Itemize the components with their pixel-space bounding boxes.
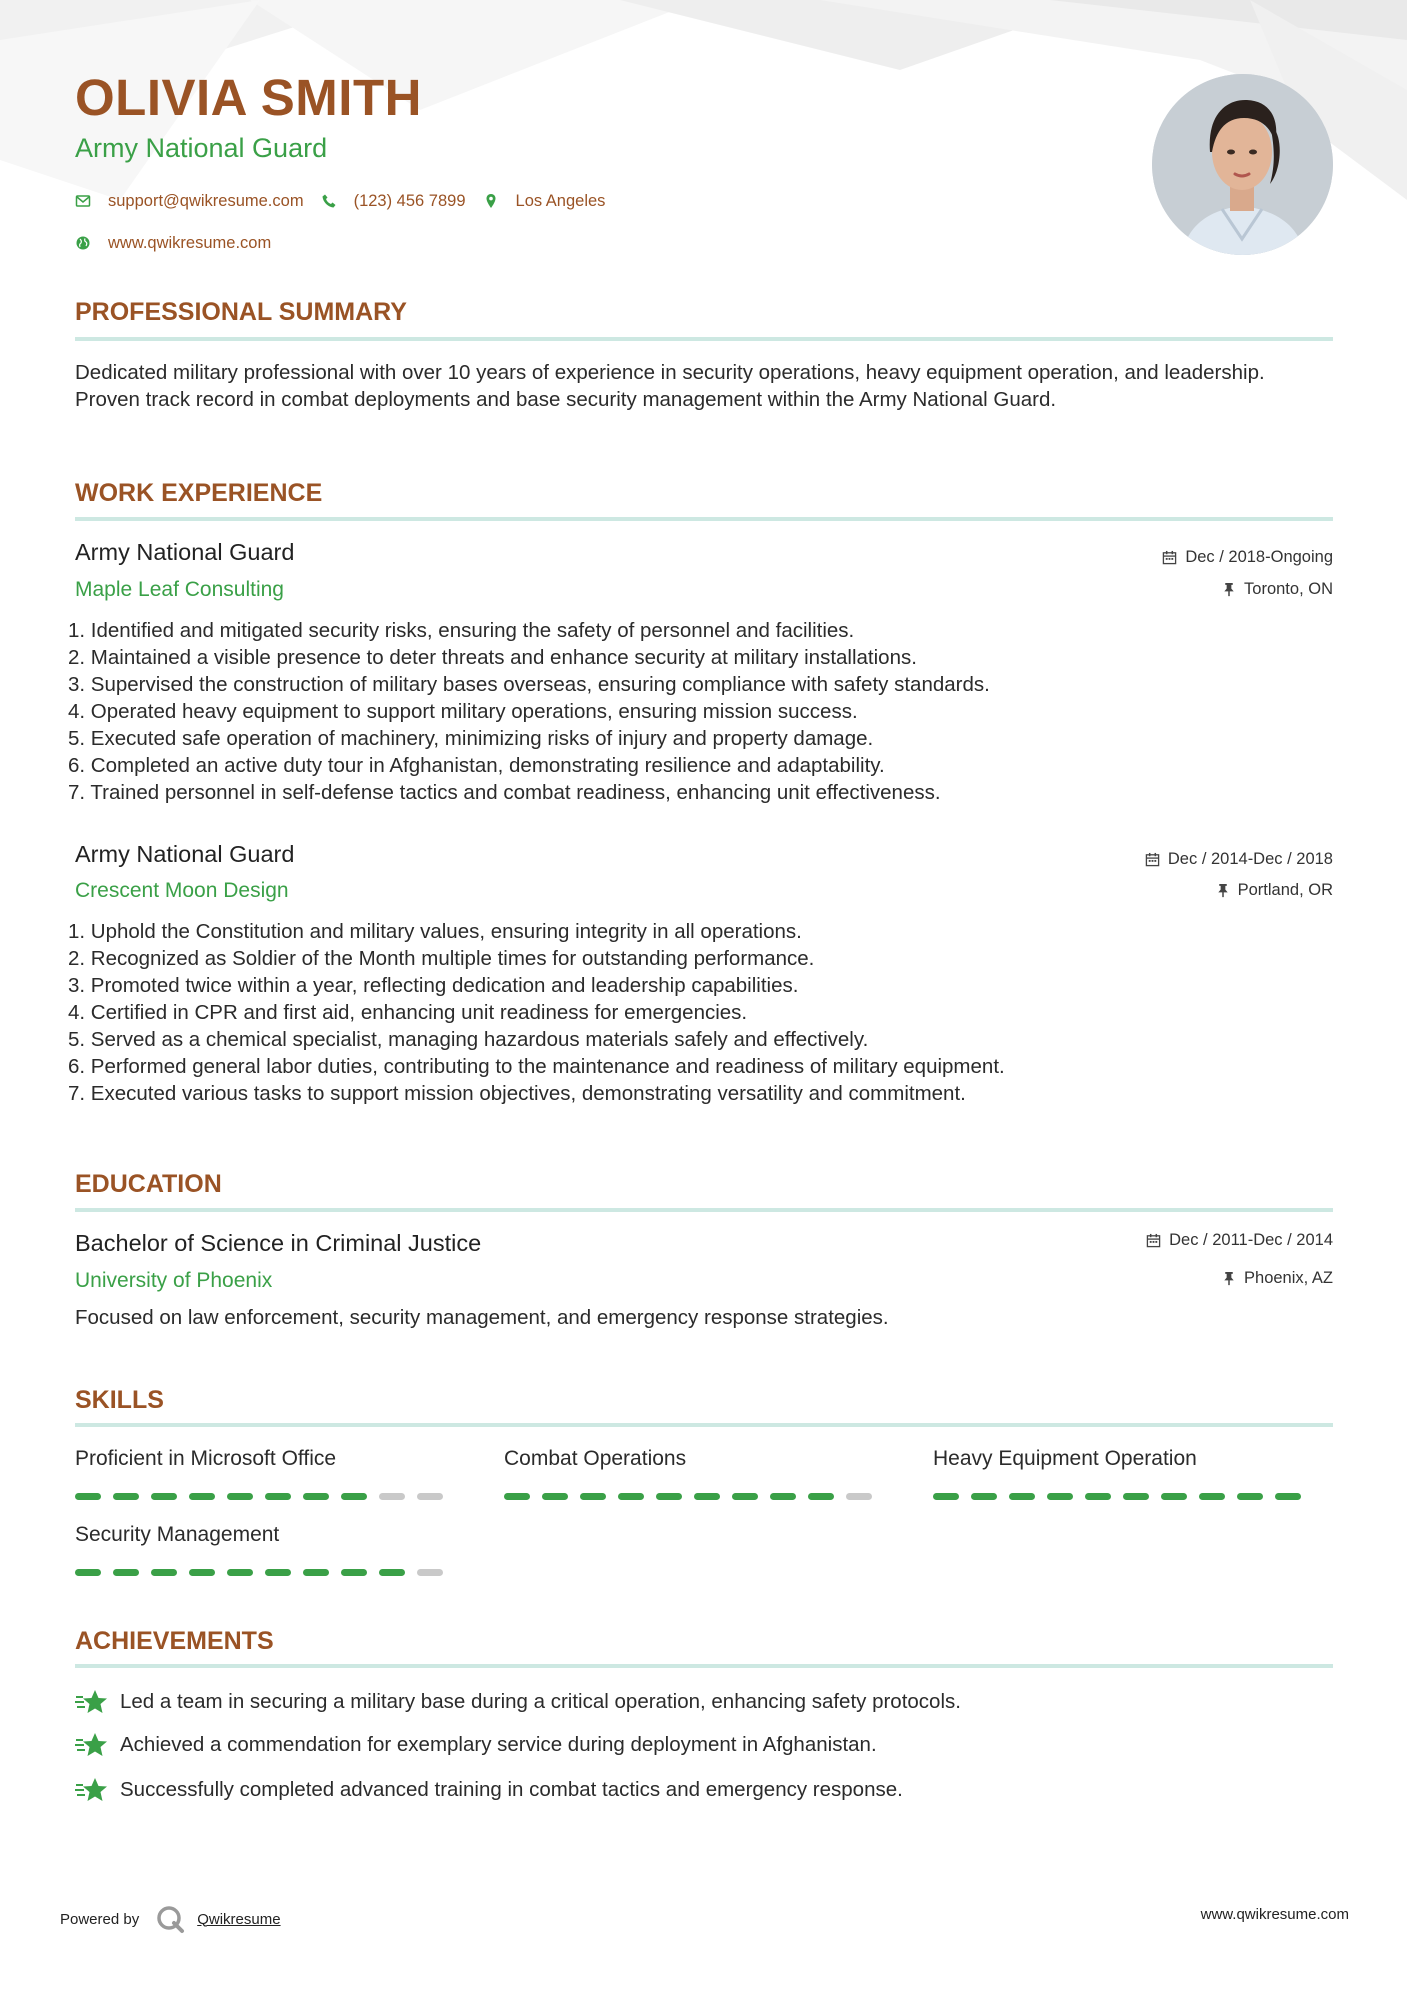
skill-segment-filled: [341, 1569, 367, 1576]
skill-segment-filled: [379, 1569, 405, 1576]
job-title: Army National Guard: [75, 539, 295, 565]
list-item: 4. Operated heavy equipment to support military operations, ensuring mission success.: [68, 700, 858, 723]
skill-segment-filled: [694, 1493, 720, 1500]
job-dates: [1145, 851, 1333, 868]
list-item: 5. Executed safe operation of machinery, minimizing risks of injury and property damage.: [68, 727, 874, 750]
skill-level-bar: [75, 1569, 455, 1576]
footer-powered-by: [60, 1904, 281, 1934]
skill-segment-filled: [189, 1493, 215, 1500]
skill-segment-filled: [75, 1569, 101, 1576]
footer-website[interactable]: www.qwikresume.com: [1200, 1906, 1349, 1923]
star-award-icon: [75, 1731, 108, 1759]
job-duties-list: [68, 918, 1338, 1107]
skill-segment-filled: [1085, 1493, 1111, 1500]
education-location-text: Phoenix, AZ: [1244, 1269, 1333, 1287]
skill-segment-filled: [770, 1493, 796, 1500]
skill-segment-filled: [227, 1493, 253, 1500]
skill-segment-filled: [1199, 1493, 1225, 1500]
job-duties-list: [68, 617, 1338, 806]
globe-icon: [75, 235, 91, 251]
skill-segment-filled: [971, 1493, 997, 1500]
skill-segment-filled: [113, 1493, 139, 1500]
skill-name: Heavy Equipment Operation: [933, 1447, 1197, 1470]
skill-item: [75, 1448, 455, 1500]
map-pin-icon: [483, 193, 499, 209]
list-item: 3. Supervised the construction of military bases overseas, ensuring compliance with safety standards.: [68, 673, 990, 696]
pushpin-icon: [1222, 1271, 1236, 1286]
skill-segment-filled: [113, 1569, 139, 1576]
job-location: [1222, 581, 1333, 598]
achievement-item: [75, 1731, 877, 1759]
list-item: 1. Uphold the Constitution and military values, ensuring integrity in all operations.: [68, 920, 802, 943]
skill-segment-empty: [417, 1493, 443, 1500]
skill-segment-filled: [933, 1493, 959, 1500]
skill-segment-filled: [732, 1493, 758, 1500]
skill-segment-filled: [618, 1493, 644, 1500]
education-location: [1222, 1270, 1333, 1287]
work-heading: WORK EXPERIENCE: [75, 479, 323, 507]
list-item: 7. Trained personnel in self-defense tactics and combat readiness, enhancing unit effectiveness.: [68, 781, 941, 804]
skill-segment-filled: [189, 1569, 215, 1576]
list-item: 2. Maintained a visible presence to deter threats and enhance security at military installations.: [68, 646, 917, 669]
summary-text: Dedicated military professional with over 10 years of experience in security operations, heavy equipment operation, and leadership. Proven track record in combat deployments and base security management within the Army National Guard.: [75, 361, 1265, 411]
qwikresume-link[interactable]: Qwikresume: [197, 1910, 281, 1928]
list-item: 3. Promoted twice within a year, reflecting dedication and leadership capabilities.: [68, 974, 799, 997]
list-item: 6. Performed general labor duties, contributing to the maintenance and readiness of military equipment.: [68, 1055, 1005, 1078]
list-item: 6. Completed an active duty tour in Afghanistan, demonstrating resilience and adaptability.: [68, 754, 885, 777]
skill-name: Proficient in Microsoft Office: [75, 1447, 337, 1470]
skill-name: Security Management: [75, 1523, 280, 1546]
achievement-text: Successfully completed advanced training in combat tactics and emergency response.: [120, 1778, 903, 1801]
contact-row: [75, 190, 1075, 212]
education-dates: [1146, 1232, 1333, 1249]
achievement-item: [75, 1688, 961, 1716]
skill-segment-filled: [580, 1493, 606, 1500]
list-item: 7. Executed various tasks to support mission objectives, demonstrating versatility and commitment.: [68, 1082, 966, 1105]
skill-segment-filled: [1275, 1493, 1301, 1500]
skill-segment-filled: [151, 1569, 177, 1576]
star-award-icon: [75, 1776, 108, 1804]
work-divider: [75, 517, 1333, 521]
job-dates-text: Dec / 2018-Ongoing: [1185, 548, 1333, 566]
skill-item: [75, 1524, 455, 1576]
job-title: Army National Guard: [75, 841, 295, 867]
job-company: Crescent Moon Design: [75, 879, 289, 902]
resume-header: [75, 69, 1075, 254]
website-text: www.qwikresume.com: [108, 233, 272, 252]
list-item: 1. Identified and mitigated security risks, ensuring the safety of personnel and facilities.: [68, 619, 855, 642]
skill-name: Combat Operations: [504, 1447, 687, 1470]
skill-segment-filled: [808, 1493, 834, 1500]
qwikresume-logo-icon: [155, 1904, 185, 1934]
degree-title: Bachelor of Science in Criminal Justice: [75, 1230, 482, 1256]
contact-website[interactable]: [75, 234, 271, 253]
skill-segment-filled: [542, 1493, 568, 1500]
pushpin-icon: [1222, 582, 1236, 597]
skill-segment-empty: [846, 1493, 872, 1500]
skill-segment-filled: [265, 1569, 291, 1576]
skill-level-bar: [75, 1493, 455, 1500]
achievements-heading: ACHIEVEMENTS: [75, 1627, 274, 1655]
skill-segment-filled: [75, 1493, 101, 1500]
school-name: University of Phoenix: [75, 1269, 273, 1292]
calendar-icon: [1162, 550, 1177, 565]
skill-segment-filled: [227, 1569, 253, 1576]
skill-segment-filled: [1161, 1493, 1187, 1500]
skill-segment-empty: [379, 1493, 405, 1500]
achievements-divider: [75, 1664, 1333, 1668]
achievement-text: Achieved a commendation for exemplary service during deployment in Afghanistan.: [120, 1733, 877, 1756]
skills-heading: SKILLS: [75, 1386, 164, 1414]
job-dates-text: Dec / 2014-Dec / 2018: [1167, 850, 1333, 868]
list-item: 2. Recognized as Soldier of the Month multiple times for outstanding performance.: [68, 947, 815, 970]
candidate-name: OLIVIA SMITH: [75, 69, 422, 126]
skill-segment-filled: [151, 1493, 177, 1500]
job-dates: [1162, 549, 1333, 566]
profile-photo-illustration: [1152, 74, 1333, 255]
job-company: Maple Leaf Consulting: [75, 578, 284, 601]
profile-photo: [1152, 74, 1333, 255]
skill-segment-filled: [265, 1493, 291, 1500]
phone-text: (123) 456 7899: [353, 191, 466, 210]
skill-level-bar: [504, 1493, 884, 1500]
education-dates-text: Dec / 2011-Dec / 2014: [1169, 1231, 1333, 1249]
education-description: Focused on law enforcement, security management, and emergency response strategies.: [75, 1306, 889, 1329]
skill-segment-filled: [1123, 1493, 1149, 1500]
phone-icon: [321, 193, 337, 209]
powered-by-label: Powered by: [60, 1910, 140, 1928]
website-row: [75, 232, 1075, 254]
job-location-text: Toronto, ON: [1244, 580, 1333, 598]
candidate-role: Army National Guard: [75, 133, 328, 163]
skill-segment-filled: [656, 1493, 682, 1500]
skill-segment-filled: [504, 1493, 530, 1500]
calendar-icon: [1146, 1233, 1161, 1248]
email-text: support@qwikresume.com: [108, 191, 304, 210]
skill-segment-filled: [1237, 1493, 1263, 1500]
summary-heading: PROFESSIONAL SUMMARY: [75, 298, 407, 326]
contact-location: [483, 192, 606, 211]
skill-segment-filled: [1009, 1493, 1035, 1500]
achievement-item: [75, 1776, 903, 1804]
skill-item: [504, 1448, 884, 1500]
skill-item: [933, 1448, 1313, 1500]
pushpin-icon: [1216, 883, 1230, 898]
summary-divider: [75, 337, 1333, 341]
skill-segment-empty: [417, 1569, 443, 1576]
job-location: [1216, 882, 1333, 899]
contact-phone[interactable]: [321, 192, 466, 211]
skills-divider: [75, 1423, 1333, 1427]
education-divider: [75, 1208, 1333, 1212]
skill-segment-filled: [303, 1569, 329, 1576]
location-text: Los Angeles: [515, 191, 606, 210]
skill-segment-filled: [303, 1493, 329, 1500]
contact-email[interactable]: [75, 192, 304, 211]
calendar-icon: [1145, 852, 1160, 867]
envelope-icon: [75, 193, 91, 209]
education-heading: EDUCATION: [75, 1170, 222, 1198]
list-item: 4. Certified in CPR and first aid, enhancing unit readiness for emergencies.: [68, 1001, 748, 1024]
skill-level-bar: [933, 1493, 1313, 1500]
achievement-text: Led a team in securing a military base during a critical operation, enhancing safety protocols.: [120, 1690, 961, 1713]
skill-segment-filled: [1047, 1493, 1073, 1500]
skill-segment-filled: [341, 1493, 367, 1500]
star-award-icon: [75, 1688, 108, 1716]
list-item: 5. Served as a chemical specialist, managing hazardous materials safely and effectively.: [68, 1028, 869, 1051]
job-location-text: Portland, OR: [1237, 881, 1333, 899]
